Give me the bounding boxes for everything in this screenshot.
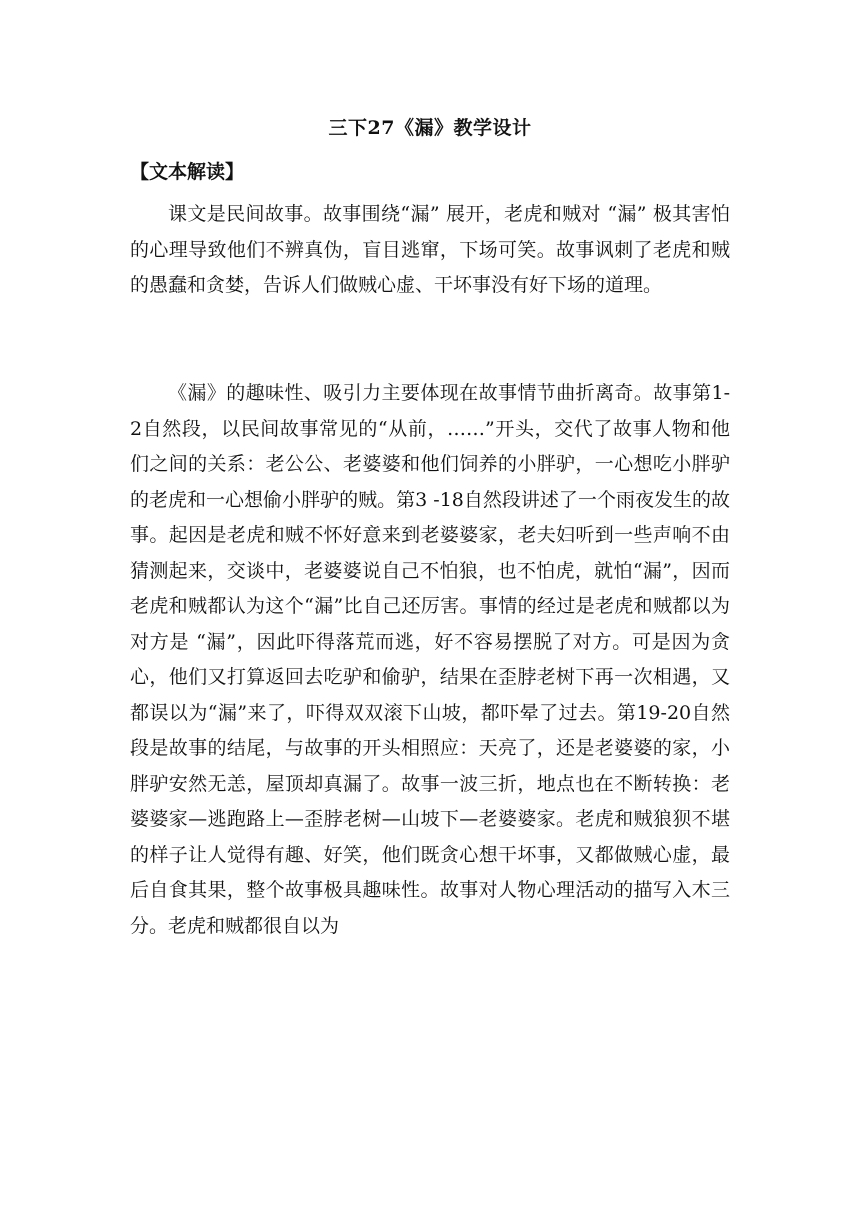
section-heading-text-interpretation: 【文本解读】 — [130, 161, 245, 183]
paragraph-1: 课文是民间故事。故事围绕“漏” 展开，老虎和贼对 “漏” 极其害怕的心理导致他们不辨真伪，盲目逃窜，下场可笑。故事讽刺了老虎和贼的愚蠢和贪婪，告诉人们做贼心虚、干坏事没有好下场的道理。 — [130, 203, 730, 296]
document-title: 三下27《漏》教学设计 — [328, 117, 532, 139]
paragraph-2: 《漏》的趣味性、吸引力主要体现在故事情节曲折离奇。故事第1-2自然段，以民间故事常见的“从前，……”开头，交代了故事人物和他们之间的关系：老公公、老婆婆和他们饲养的小胖驴，一心想吃小胖驴的老虎和一心想偷小胖驴的贼。第3 -18自然段讲述了一个雨夜发生的故事。起因是老虎和贼不怀好意来到老婆婆家，老夫妇听到一些声响不由猜测起来，交谈中，老婆婆说自己不怕狼，也不怕虎，就怕“漏”，因而老虎和贼都认为这个“漏”比自己还厉害。事情的经过是老虎和贼都以为对方是 “漏”，因此吓得落荒而逃，好不容易摆脱了对方。可是因为贪心，他们又打算返回去吃驴和偷驴，结果在歪脖老树下再一次相遇，又都误以为“漏”来了，吓得双双滚下山坡，都吓晕了过去。第19-20自然段是故事的结尾，与故事的开头相照应：天亮了，还是老婆婆的家，小胖驴安然无恙，屋顶却真漏了。故事一波三折，地点也在不断转换：老婆婆家—逃跑路上—歪脖老树—山坡下—老婆婆家。老虎和贼狼狈不堪的样子让人觉得有趣、好笑，他们既贪心想干坏事，又都做贼心虚，最后自食其果，整个故事极具趣味性。故事对人物心理活动的描写入木三分。老虎和贼都很自以为 — [130, 382, 730, 937]
